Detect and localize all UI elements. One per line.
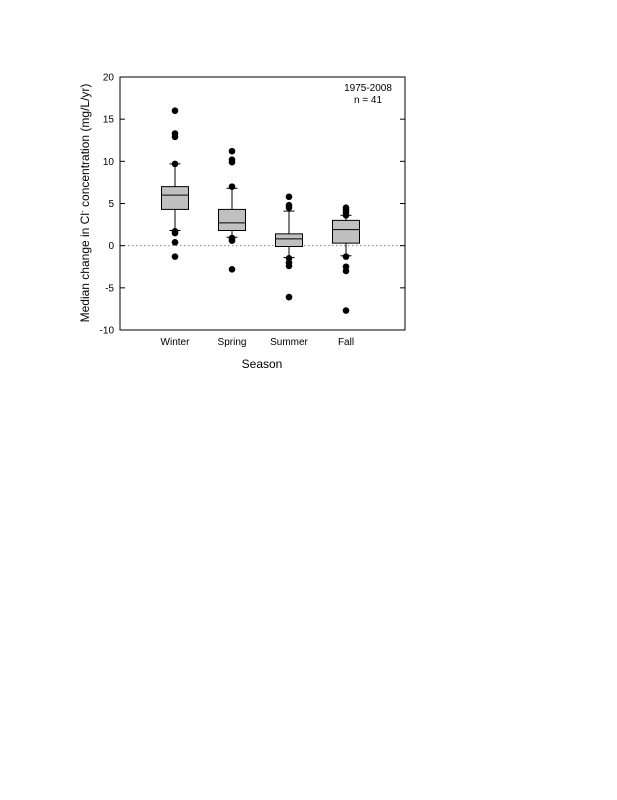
y-axis-title [78, 84, 92, 323]
x-tick-label: Fall [337, 337, 355, 348]
outlier-point [343, 253, 350, 260]
outlier-point [286, 294, 293, 301]
outlier-point [343, 307, 350, 314]
outlier-point [172, 107, 179, 114]
box-iqr [333, 220, 360, 243]
y-tick-label: 0 [108, 241, 114, 253]
box-iqr [219, 209, 246, 230]
outlier-point [172, 239, 179, 246]
outlier-point [343, 263, 350, 270]
x-axis [161, 337, 355, 348]
outlier-point [343, 204, 350, 211]
outlier-point [286, 193, 293, 200]
box-fall [333, 204, 360, 313]
y-tick-label: 5 [108, 199, 114, 210]
outlier-point [286, 202, 293, 209]
y-tick-label: -5 [105, 283, 114, 295]
outlier-point [172, 161, 179, 168]
annotation-period: 1975-2008 [344, 83, 392, 94]
box-winter [162, 107, 189, 259]
outlier-point [229, 156, 236, 163]
box-summer [276, 193, 303, 300]
y-tick-label: 15 [102, 114, 114, 126]
y-axis [100, 73, 405, 337]
annotation-n: n = 41 [353, 95, 383, 106]
y-tick-label: -10 [99, 325, 114, 337]
outlier-point [172, 253, 179, 260]
outlier-point [229, 266, 236, 273]
outlier-point [229, 183, 236, 190]
x-tick-label: Spring [217, 337, 247, 348]
x-axis-title: Season [241, 357, 283, 371]
box-iqr [276, 234, 303, 247]
box-iqr [162, 187, 189, 210]
outlier-point [172, 228, 179, 235]
box-series [162, 107, 360, 313]
x-tick-label: Summer [270, 337, 308, 348]
outlier-point [286, 255, 293, 262]
box-spring [219, 148, 246, 273]
outlier-point [229, 235, 236, 242]
y-tick-label: 10 [102, 156, 114, 168]
outlier-point [172, 130, 179, 137]
y-axis-title-main: Median change in Cl [78, 212, 92, 323]
y-axis-title-rest: concentration (mg/L/yr) [78, 83, 92, 211]
y-tick-label: 20 [102, 72, 114, 84]
y-axis-title-superscript: - [78, 210, 87, 213]
outlier-point [229, 148, 236, 155]
x-tick-label: Winter [160, 337, 190, 348]
